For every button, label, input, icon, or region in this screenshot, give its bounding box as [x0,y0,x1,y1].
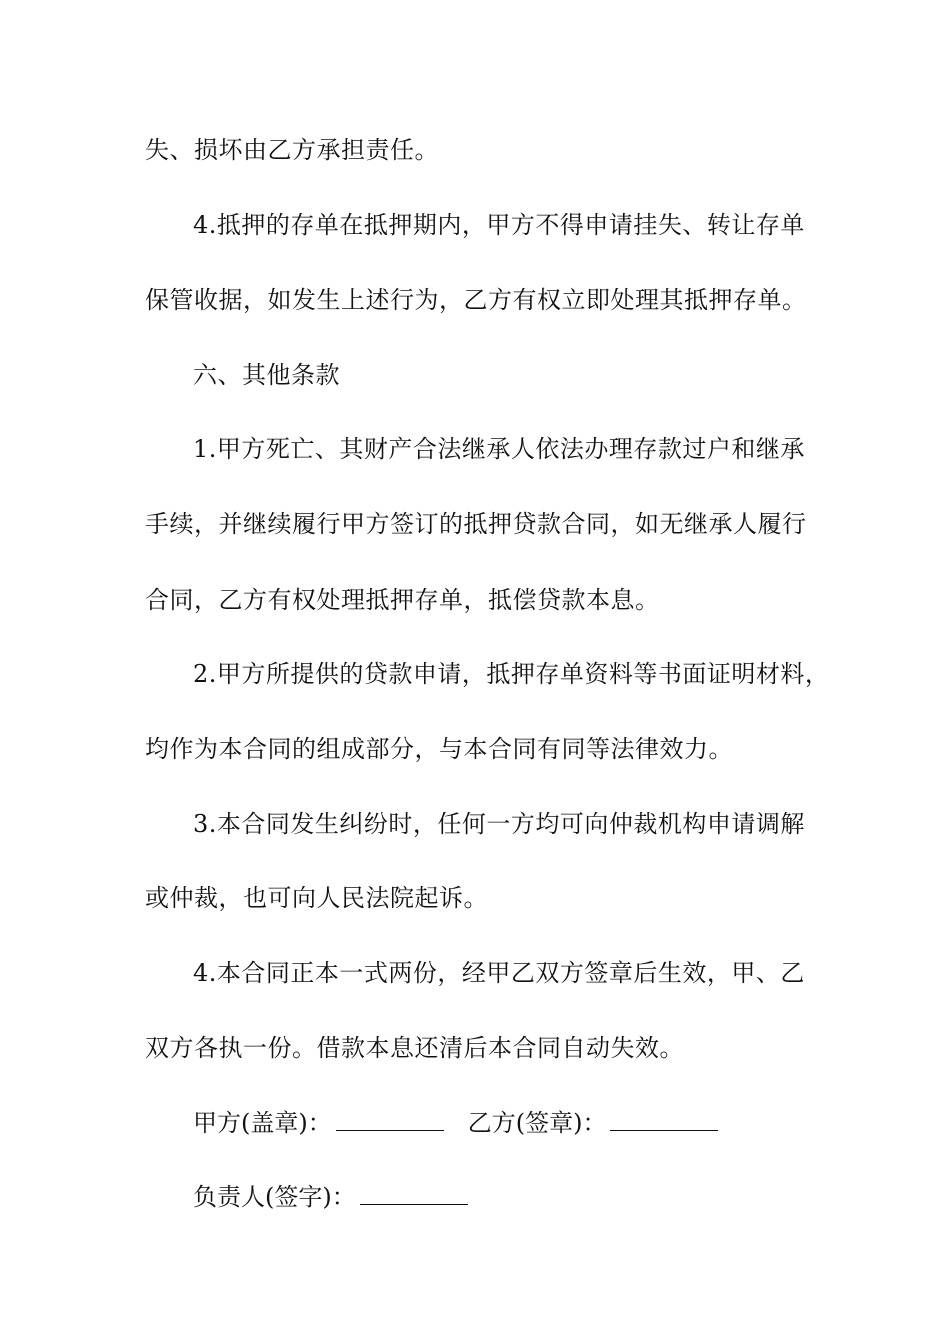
party-a-signature-blank [336,1108,444,1131]
paragraph-line: 3.本合同发生纠纷时，任何一方均可向仲裁机构申请调解 [193,810,805,838]
paragraph-line: 2.甲方所提供的贷款申请，抵押存单资料等书面证明材料， [193,660,830,688]
paragraph-line: 或仲裁，也可向人民法院起诉。 [145,884,488,912]
paragraph-line: 4.抵押的存单在抵押期内，甲方不得申请挂失、转让存单 [193,211,805,239]
signature-row-responsible [193,1181,468,1213]
signature-row-parties [193,1107,718,1139]
paragraph-line: 1.甲方死亡、其财产合法继承人依法办理存款过户和继承 [193,435,805,463]
responsible-signature-blank [360,1182,468,1205]
paragraph-line: 手续，并继续履行甲方签订的抵押贷款合同，如无继承人履行 [145,510,807,538]
paragraph-line: 双方各执一份。借款本息还清后本合同自动失效。 [145,1034,684,1062]
paragraph-line: 失、损坏由乙方承担责任。 [145,136,439,164]
paragraph-line: 保管收据，如发生上述行为，乙方有权立即处理其抵押存单。 [145,286,807,314]
party-b-signature-blank [610,1108,718,1131]
section-heading: 六、其他条款 [193,361,340,389]
responsible-label: 负责人(签字)： [193,1183,356,1211]
paragraph-line: 4.本合同正本一式两份，经甲乙双方签章后生效，甲、乙 [193,959,805,987]
party-b-label: 乙方(签章)： [467,1109,607,1137]
paragraph-line: 合同，乙方有权处理抵押存单，抵偿贷款本息。 [145,586,660,614]
paragraph-line: 均作为本合同的组成部分，与本合同有同等法律效力。 [145,735,733,763]
party-a-label: 甲方(盖章)： [193,1109,332,1137]
